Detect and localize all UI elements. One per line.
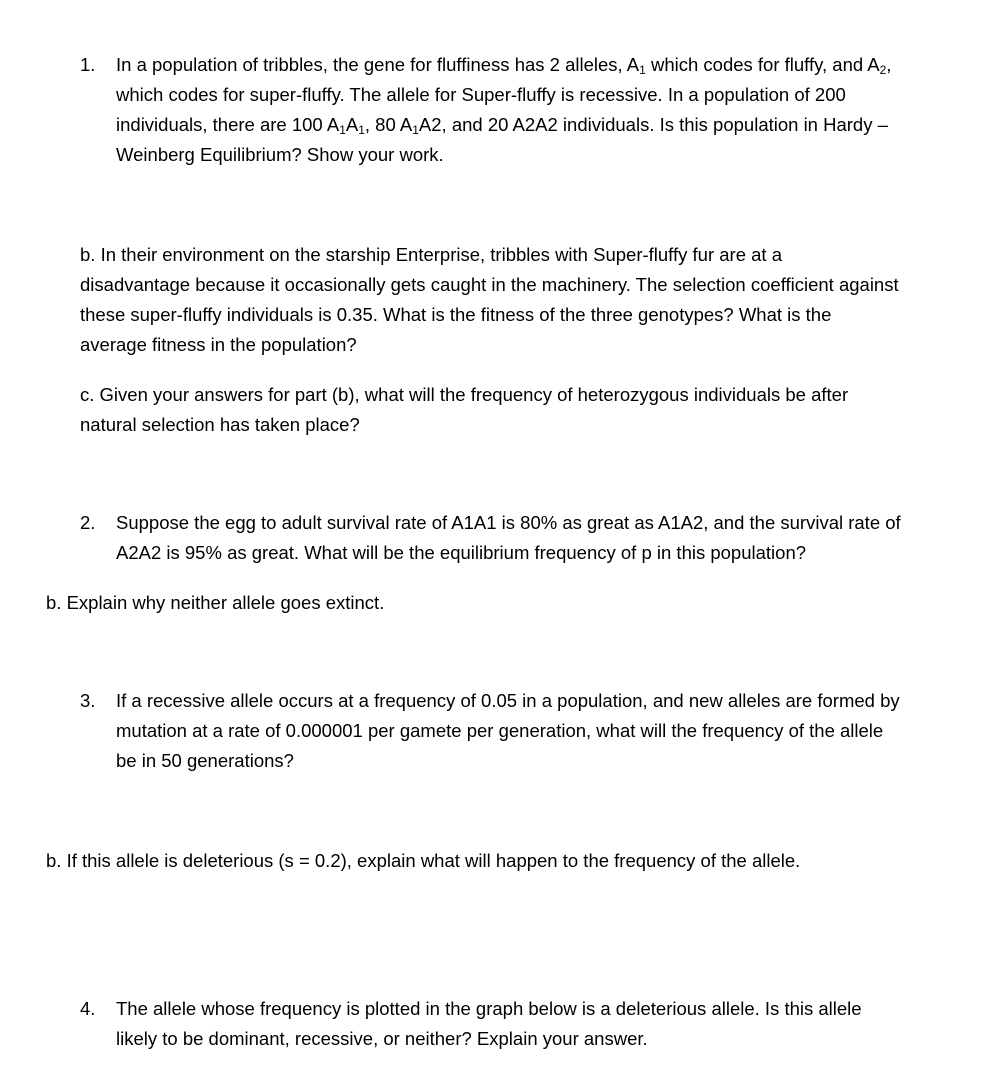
question-1b-line-2: disadvantage because it occasionally gets caught in the machinery. The selection coefficient against bbox=[80, 274, 899, 295]
question-1-text bbox=[116, 50, 891, 170]
question-1c-line-2: natural selection has taken place? bbox=[80, 414, 360, 435]
question-3-number: 3. bbox=[80, 690, 96, 711]
question-4-line-1: The allele whose frequency is plotted in the graph below is a deleterious allele. Is this allele bbox=[116, 998, 862, 1019]
question-4-text bbox=[116, 994, 862, 1054]
question-1-line-1: In a population of tribbles, the gene for fluffiness has 2 alleles, $A_1$ which codes for fluffy, and $A_2$, bbox=[116, 54, 892, 77]
question-3-text bbox=[116, 686, 900, 776]
question-3-line-2: mutation at a rate of 0.000001 per gamete per generation, what will the frequency of the allele bbox=[116, 720, 884, 741]
question-1b-line-1: b. In their environment on the starship Enterprise, tribbles with Super-fluffy fur are at a bbox=[80, 244, 782, 265]
question-2-text bbox=[116, 508, 901, 568]
question-2-line-1: Suppose the egg to adult survival rate of A1A1 is 80% as great as A1A2, and the survival rate of bbox=[116, 512, 901, 533]
question-3-line-1: If a recessive allele occurs at a frequency of 0.05 in a population, and new alleles are formed by bbox=[116, 690, 900, 711]
question-1-number: 1. bbox=[80, 54, 96, 75]
question-2b-line-1: b. Explain why neither allele goes extinct. bbox=[46, 592, 385, 613]
question-4-line-2: likely to be dominant, recessive, or neither? Explain your answer. bbox=[116, 1028, 648, 1049]
question-1c-line-1: c. Given your answers for part (b), what will the frequency of heterozygous individuals be after bbox=[80, 384, 849, 405]
question-4-number: 4. bbox=[80, 998, 96, 1019]
question-2-line-2: A2A2 is 95% as great. What will be the equilibrium frequency of p in this population? bbox=[116, 542, 807, 563]
question-1b-text bbox=[80, 240, 899, 360]
question-1b-line-4: average fitness in the population? bbox=[80, 334, 357, 355]
question-1-line-3: individuals, there are 100 $A_1A_1$, 80 $A_1A2$, and 20 A2A2 individuals. Is this population in Hardy – bbox=[116, 114, 888, 137]
question-3b-text bbox=[46, 846, 800, 876]
question-3-line-3: be in 50 generations? bbox=[116, 750, 294, 771]
question-1-line-2: which codes for super-fluffy. The allele for Super-fluffy is recessive. In a population of 200 bbox=[116, 84, 846, 105]
question-1c-text bbox=[80, 380, 848, 440]
question-2b-text bbox=[46, 588, 384, 618]
question-1b-line-3: these super-fluffy individuals is 0.35. What is the fitness of the three genotypes? What is the bbox=[80, 304, 832, 325]
question-1-line-4: Weinberg Equilibrium? Show your work. bbox=[116, 144, 444, 165]
question-2-number: 2. bbox=[80, 512, 96, 533]
question-3b-line-1: b. If this allele is deleterious (s = 0.2), explain what will happen to the frequency of the allele. bbox=[46, 850, 801, 871]
